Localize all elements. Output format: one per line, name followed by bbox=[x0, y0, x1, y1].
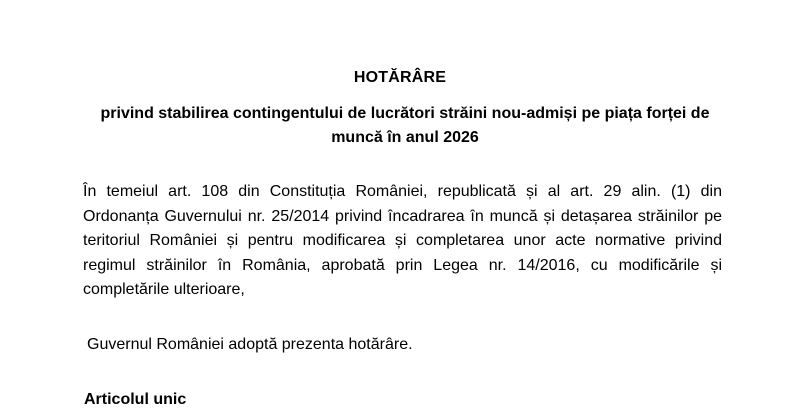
document-subtitle bbox=[95, 102, 715, 150]
subtitle-line-2: muncă în anul 2026 bbox=[331, 129, 479, 146]
preamble-line-1: În temeiul art. 108 din Constituția României, republicată și al art. 29 alin. (1) din bbox=[83, 183, 722, 200]
subtitle-line-1: privind stabilirea contingentului de lucrători străini nou-admiși pe piața forței de bbox=[100, 105, 710, 122]
article-heading: Articolul unic bbox=[84, 391, 187, 408]
preamble-line-4: regimul străinilor în România, aprobată prin Legea nr. 14/2016, cu modificările și bbox=[83, 256, 722, 274]
preamble-line-2: Ordonanța Guvernului nr. 25/2014 privind încadrarea în muncă și detașarea străinilor pe bbox=[83, 207, 722, 225]
legal-preamble bbox=[83, 180, 722, 303]
preamble-line-3: teritoriul României și pentru modificarea și completarea unor acte normative privind bbox=[83, 232, 722, 249]
adoption-formula: Guvernul României adoptă prezenta hotărâre. bbox=[87, 336, 413, 353]
document-type-heading: HOTĂRÂRE bbox=[353, 69, 447, 86]
preamble-line-5: completările ulterioare, bbox=[83, 281, 245, 298]
